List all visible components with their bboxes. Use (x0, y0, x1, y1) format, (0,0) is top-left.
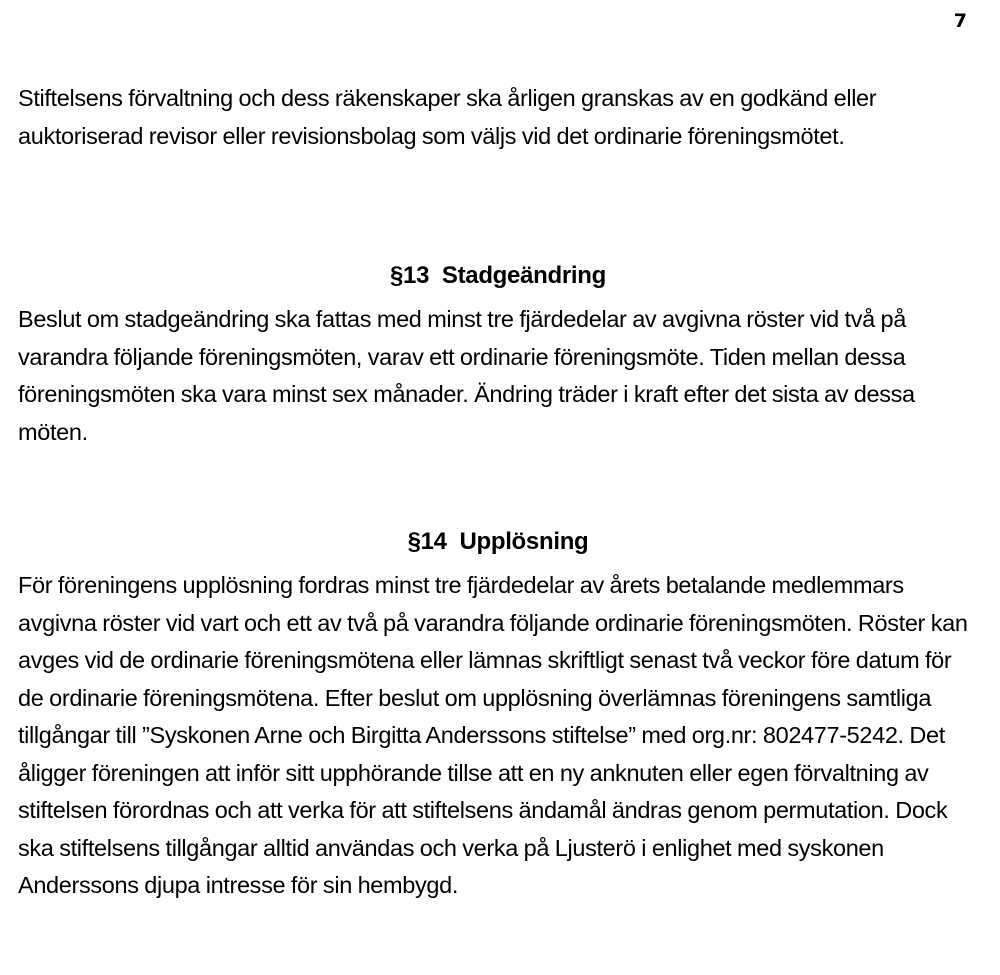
paragraph-revision: Stiftelsens förvaltning och dess räkenskaper ska årligen granskas av en godkänd eller auktoriserad revisor eller revisionsbolag som väljs vid det ordinarie föreningsmötet. (18, 85, 877, 149)
page-number: 7 (953, 10, 967, 32)
section-14-heading: §14 Upplösning (407, 528, 589, 555)
section-13-heading: §13 Stadgeändring (390, 262, 606, 289)
section-14-body: För föreningens upplösning fordras minst tre fjärdedelar av årets betalande medlemmars avgivna röster vid vart och ett av två på varandra följande ordinarie föreningsmöten. Röster kan avges vid de ordinarie föreningsmötena eller lämnas skriftligt senast två veckor före datum för de ordinarie föreningsmötena. Efter beslut om upplösning överlämnas föreningens samtliga tillgångar till ”Syskonen Arne och Birgitta Anderssons stiftelse” med org.nr: 802477-5242. Det åligger föreningen att inför sitt upphörande tillse att en ny anknuten eller egen förvaltning av stiftelsen förordnas och att verka för att stiftelsens ändamål ändras genom permutation. Dock ska stiftelsens tillgångar alltid användas och verka på Ljusterö i enlighet med syskonen Anderssons djupa intresse för sin hembygd. (18, 572, 968, 898)
section-13-body: Beslut om stadgeändring ska fattas med minst tre fjärdedelar av avgivna röster vid två på varandra följande föreningsmöten, varav ett ordinarie föreningsmöte. Tiden mellan dessa föreningsmöten ska vara minst sex månader. Ändring träder i kraft efter det sista av dessa möten. (18, 306, 915, 445)
document-body (18, 80, 978, 905)
